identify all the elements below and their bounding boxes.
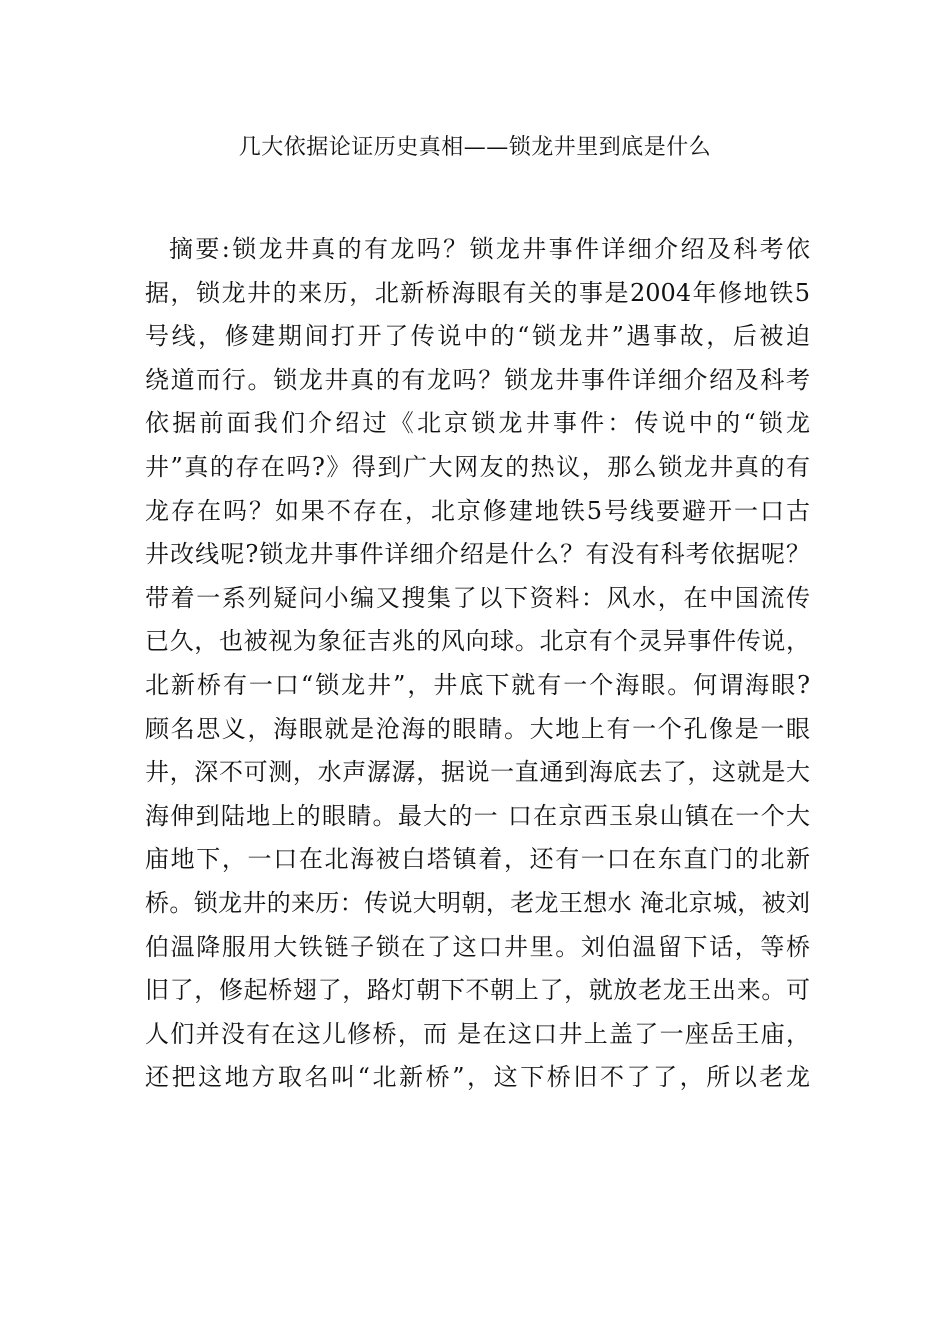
body-line: 井，深不可测，水声潺潺，据说一直通到海底去了，这就是大: [145, 758, 810, 787]
body-line: 绕道而行。锁龙井真的有龙吗？锁龙井事件详细介绍及科考: [145, 365, 810, 394]
body-line: 井”真的存在吗?》得到广大网友的热议，那么锁龙井真的有: [145, 452, 810, 481]
document-body: [145, 228, 810, 1100]
body-line: 旧了，修起桥翅了，路灯朝下不朝上了，就放老龙王出来。可: [145, 976, 810, 1005]
body-line: 带着一系列疑问小编又搜集了以下资料：风水，在中国流传: [145, 583, 810, 612]
body-line: 依据前面我们介绍过《北京锁龙井事件：传说中的“锁龙: [145, 409, 810, 438]
body-line: 龙存在吗？如果不存在，北京修建地铁5号线要避开一口古: [145, 496, 810, 525]
body-line: 井改线呢?锁龙井事件详细介绍是什么？有没有科考依据呢？: [145, 540, 810, 569]
body-line: 号线，修建期间打开了传说中的“锁龙井”遇事故，后被迫: [145, 322, 810, 351]
body-line: 据，锁龙井的来历，北新桥海眼有关的事是2004年修地铁5: [145, 278, 810, 307]
body-line: 还把这地方取名叫“北新桥”，这下桥旧不了了，所以老龙: [145, 1063, 810, 1092]
body-line: 已久，也被视为象征吉兆的风向球。北京有个灵异事件传说，: [145, 627, 810, 656]
document-title: 几大依据论证历史真相——锁龙井里到底是什么: [238, 135, 712, 160]
body-line: 北新桥有一口“锁龙井”，井底下就有一个海眼。何谓海眼?: [145, 670, 810, 699]
body-line: 顾名思义，海眼就是沧海的眼睛。大地上有一个孔像是一眼: [145, 714, 810, 743]
body-line: 海伸到陆地上的眼睛。最大的一 口在京西玉泉山镇在一个大: [145, 801, 810, 830]
body-line: 人们并没有在这儿修桥，而 是在这口井上盖了一座岳王庙，: [145, 1019, 810, 1048]
body-line: 摘要:锁龙井真的有龙吗？锁龙井事件详细介绍及科考依: [169, 235, 810, 263]
body-line: 伯温降服用大铁链子锁在了这口井里。刘伯温留下话，等桥: [145, 932, 810, 961]
body-line: 庙地下，一口在北海被白塔镇着，还有一口在东直门的北新: [145, 845, 810, 874]
body-line: 桥。锁龙井的来历：传说大明朝，老龙王想水 淹北京城，被刘: [145, 888, 810, 917]
